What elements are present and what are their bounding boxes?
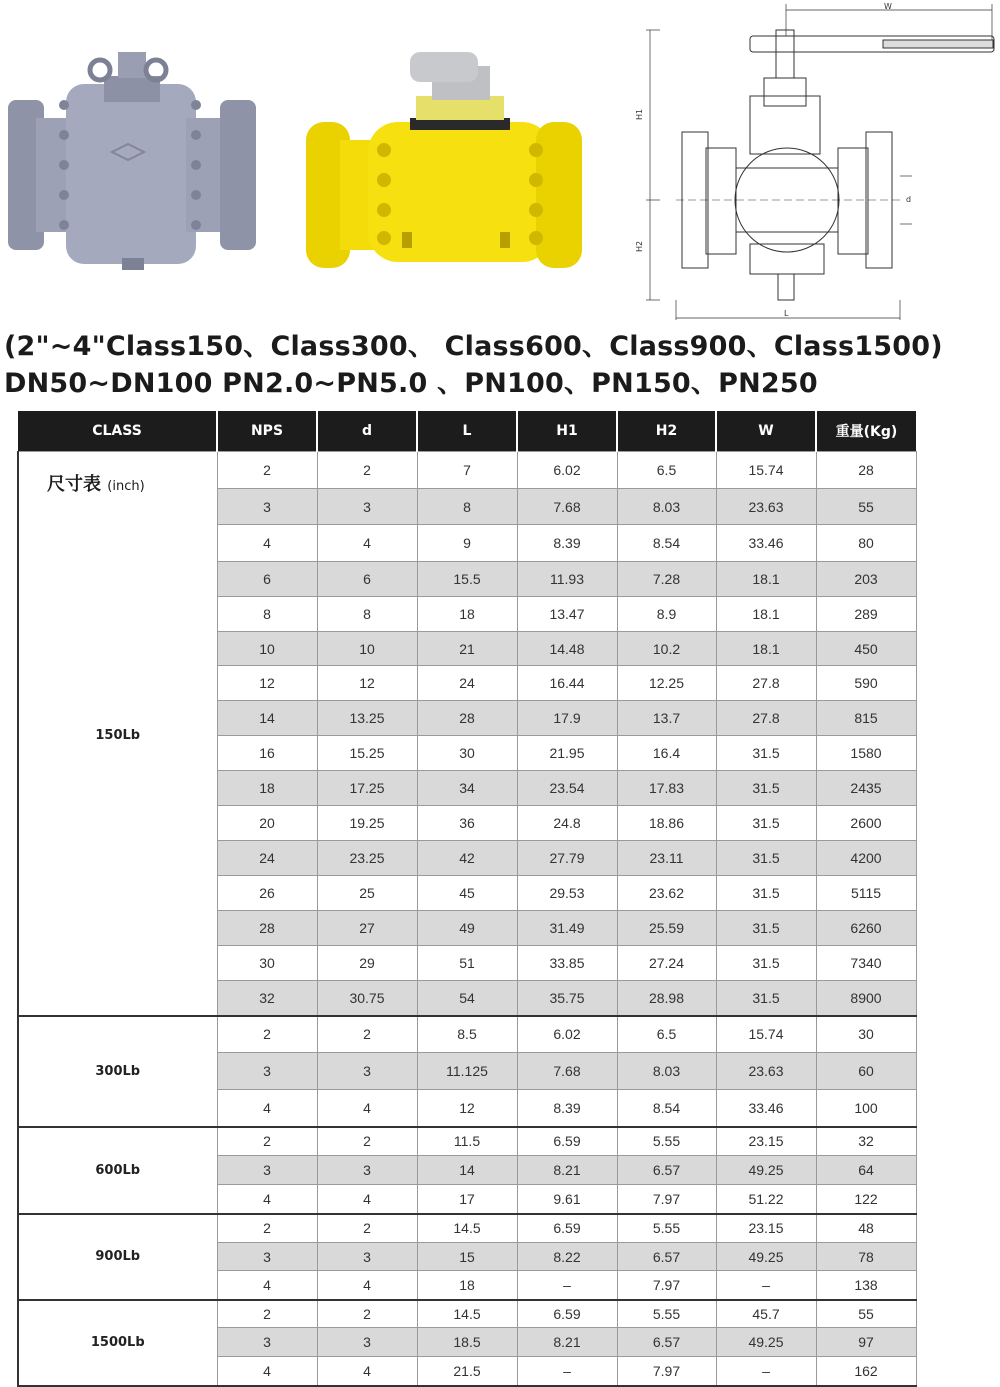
table-cell: 3	[217, 1053, 317, 1090]
header-nps: NPS	[217, 411, 317, 452]
class-label: 900Lb	[95, 1249, 141, 1264]
table-cell: –	[517, 1271, 617, 1300]
table-cell: 33.46	[716, 525, 816, 562]
table-cell: 17	[417, 1185, 517, 1214]
table-cell: 4	[217, 1271, 317, 1300]
table-cell: 4	[217, 1090, 317, 1127]
table-cell: 31.5	[716, 981, 816, 1016]
drawing-label-d: d	[906, 195, 912, 204]
table-cell: 8.21	[517, 1156, 617, 1185]
class-label: 150Lb	[95, 728, 141, 743]
table-cell: 49.25	[716, 1328, 816, 1357]
class-150lb	[18, 452, 217, 1016]
table-cell: 23.15	[716, 1214, 816, 1243]
table-cell: 6.57	[617, 1156, 716, 1185]
table-cell: 7.97	[617, 1357, 716, 1386]
pn-range-heading: DN50~DN100 PN2.0~PN5.0 、PN100、PN150、PN250	[4, 368, 818, 399]
table-cell: 2	[217, 1016, 317, 1053]
table-cell: 42	[417, 841, 517, 876]
table-cell: 2	[217, 1300, 317, 1328]
table-cell: 14	[217, 701, 317, 736]
table-cell: 3	[217, 1243, 317, 1271]
table-cell: 2	[317, 452, 417, 489]
table-cell: 6.02	[517, 1016, 617, 1053]
table-cell: 78	[816, 1243, 916, 1271]
table-cell: –	[716, 1357, 816, 1386]
table-cell: 12	[217, 666, 317, 701]
table-cell: 2	[317, 1016, 417, 1053]
table-cell: 4	[317, 1090, 417, 1127]
table-cell: 27.24	[617, 946, 716, 981]
product-images	[0, 0, 1000, 320]
table-cell: 6	[317, 562, 417, 597]
drawing-label-h1: H1	[635, 108, 644, 120]
table-cell: 10	[317, 632, 417, 666]
table-cell: 7.68	[517, 489, 617, 525]
table-cell: 11.93	[517, 562, 617, 597]
table-cell: 28	[417, 701, 517, 736]
class-300lb	[18, 1016, 217, 1127]
table-cell: 24.8	[517, 806, 617, 841]
table-cell: 20	[217, 806, 317, 841]
table-cell: 31.5	[716, 911, 816, 946]
table-cell: 3	[317, 1243, 417, 1271]
table-cell: 7.97	[617, 1185, 716, 1214]
table-cell: 33.46	[716, 1090, 816, 1127]
table-cell: 21.95	[517, 736, 617, 771]
table-cell: 49.25	[716, 1243, 816, 1271]
table-cell: 3	[317, 1328, 417, 1357]
table-cell: 7340	[816, 946, 916, 981]
table-cell: 5.55	[617, 1214, 716, 1243]
table-cell: 3	[217, 1156, 317, 1185]
table-cell: 21	[417, 632, 517, 666]
table-cell: 4	[317, 1357, 417, 1386]
table-cell: 3	[317, 1053, 417, 1090]
valve-section-drawing	[646, 4, 994, 320]
table-cell: 9.61	[517, 1185, 617, 1214]
table-cell: 31.5	[716, 771, 816, 806]
table-cell: 17.25	[317, 771, 417, 806]
table-cell: 31.5	[716, 946, 816, 981]
table-cell: 2600	[816, 806, 916, 841]
table-cell: 33.85	[517, 946, 617, 981]
table-cell: 15.5	[417, 562, 517, 597]
table-cell: 8.9	[617, 597, 716, 632]
drawing-label-l: L	[784, 309, 789, 318]
table-cell: 32	[816, 1127, 916, 1156]
table-cell: 100	[816, 1090, 916, 1127]
class-900lb	[18, 1214, 217, 1300]
table-cell: 51	[417, 946, 517, 981]
table-cell: 3	[317, 1156, 417, 1185]
table-cell: 7.68	[517, 1053, 617, 1090]
table-row	[18, 1214, 916, 1243]
table-cell: 4	[317, 1185, 417, 1214]
table-cell: 48	[816, 1214, 916, 1243]
table-cell: 8.21	[517, 1328, 617, 1357]
table-cell: 26	[217, 876, 317, 911]
table-cell: 45	[417, 876, 517, 911]
table-cell: 4200	[816, 841, 916, 876]
table-cell: 30	[217, 946, 317, 981]
table-cell: 12	[317, 666, 417, 701]
class-label: 1500Lb	[90, 1335, 145, 1350]
table-cell: 6.59	[517, 1300, 617, 1328]
table-cell: 1580	[816, 736, 916, 771]
table-cell: 35.75	[517, 981, 617, 1016]
table-cell: 4	[317, 525, 417, 562]
table-cell: 289	[816, 597, 916, 632]
table-cell: 32	[217, 981, 317, 1016]
table-cell: 2	[217, 452, 317, 489]
table-cell: 8.54	[617, 1090, 716, 1127]
table-cell: 23.63	[716, 1053, 816, 1090]
table-cell: 8.54	[617, 525, 716, 562]
table-cell: 15.25	[317, 736, 417, 771]
table-cell: 815	[816, 701, 916, 736]
table-cell: 2	[217, 1214, 317, 1243]
table-cell: 2	[317, 1214, 417, 1243]
table-cell: 14.48	[517, 632, 617, 666]
table-cell: 11.5	[417, 1127, 517, 1156]
table-cell: 30	[816, 1016, 916, 1053]
table-cell: 27	[317, 911, 417, 946]
table-cell: 162	[816, 1357, 916, 1386]
caption-main: 尺寸表	[47, 474, 101, 495]
header-d: d	[317, 411, 417, 452]
dimension-table	[17, 411, 917, 1387]
table-cell: 8	[217, 597, 317, 632]
table-cell: 4	[217, 1185, 317, 1214]
table-cell: 6.59	[517, 1127, 617, 1156]
table-cell: 13.25	[317, 701, 417, 736]
table-cell: 31.5	[716, 806, 816, 841]
table-cell: 31.5	[716, 736, 816, 771]
table-cell: 23.62	[617, 876, 716, 911]
table-cell: 36	[417, 806, 517, 841]
table-cell: 7.28	[617, 562, 716, 597]
table-cell: 3	[217, 1328, 317, 1357]
table-cell: 6.5	[617, 1016, 716, 1053]
header-weight: 重量(Kg)	[816, 411, 916, 452]
header-w: W	[716, 411, 816, 452]
table-cell: 12	[417, 1090, 517, 1127]
table-cell: 10	[217, 632, 317, 666]
table-cell: 64	[816, 1156, 916, 1185]
table-cell: 8.03	[617, 1053, 716, 1090]
table-cell: 6260	[816, 911, 916, 946]
table-cell: 55	[816, 489, 916, 525]
table-cell: 6.57	[617, 1243, 716, 1271]
table-row	[18, 452, 916, 489]
table-cell: 21.5	[417, 1357, 517, 1386]
table-cell: 5.55	[617, 1300, 716, 1328]
table-cell: 13.47	[517, 597, 617, 632]
table-cell: 590	[816, 666, 916, 701]
table-cell: 29	[317, 946, 417, 981]
table-cell: 11.125	[417, 1053, 517, 1090]
table-cell: 80	[816, 525, 916, 562]
table-header-row	[18, 411, 916, 452]
table-cell: 8.39	[517, 1090, 617, 1127]
table-cell: 17.83	[617, 771, 716, 806]
table-cell: 18	[217, 771, 317, 806]
drawing-label-h2: H2	[635, 240, 644, 252]
table-cell: 15	[417, 1243, 517, 1271]
table-cell: 13.7	[617, 701, 716, 736]
table-cell: 30.75	[317, 981, 417, 1016]
class-label: 600Lb	[95, 1162, 141, 1178]
table-cell: 28	[217, 911, 317, 946]
grey-ball-valve-image	[8, 52, 256, 270]
table-row	[18, 1127, 916, 1156]
table-cell: 25.59	[617, 911, 716, 946]
header-class: CLASS	[18, 411, 217, 452]
table-cell: 27.8	[716, 666, 816, 701]
table-cell: 12.25	[617, 666, 716, 701]
table-cell: 2	[317, 1300, 417, 1328]
header-h1: H1	[517, 411, 617, 452]
table-cell: 4	[317, 1271, 417, 1300]
table-cell: 51.22	[716, 1185, 816, 1214]
table-cell: 55	[816, 1300, 916, 1328]
table-cell: 18.5	[417, 1328, 517, 1357]
caption-unit: (inch)	[107, 479, 145, 494]
drawing-label-w: W	[884, 2, 892, 11]
table-cell: 203	[816, 562, 916, 597]
table-cell: 60	[816, 1053, 916, 1090]
class-label: 300Lb	[95, 1063, 141, 1079]
table-cell: 8	[317, 597, 417, 632]
table-cell: 6.57	[617, 1328, 716, 1357]
table-cell: 18	[417, 1271, 517, 1300]
table-cell: –	[716, 1271, 816, 1300]
table-cell: 450	[816, 632, 916, 666]
table-cell: 24	[417, 666, 517, 701]
table-row	[18, 1016, 916, 1053]
table-cell: 8	[417, 489, 517, 525]
table-cell: 31.49	[517, 911, 617, 946]
table-cell: 23.15	[716, 1127, 816, 1156]
table-cell: 4	[217, 525, 317, 562]
table-cell: 6.59	[517, 1214, 617, 1243]
table-cell: 19.25	[317, 806, 417, 841]
table-cell: 23.54	[517, 771, 617, 806]
table-cell: 5.55	[617, 1127, 716, 1156]
table-cell: 23.11	[617, 841, 716, 876]
table-cell: 18.1	[716, 632, 816, 666]
table-cell: 9	[417, 525, 517, 562]
table-cell: 15.74	[716, 452, 816, 489]
table-cell: 8.39	[517, 525, 617, 562]
table-cell: 16.4	[617, 736, 716, 771]
table-cell: 34	[417, 771, 517, 806]
table-cell: 16	[217, 736, 317, 771]
table-cell: 24	[217, 841, 317, 876]
table-cell: 31.5	[716, 841, 816, 876]
header-h2: H2	[617, 411, 716, 452]
yellow-ball-valve-image	[306, 52, 582, 268]
table-cell: 23.25	[317, 841, 417, 876]
table-cell: 27.79	[517, 841, 617, 876]
table-cell: 6.02	[517, 452, 617, 489]
table-cell: 14.5	[417, 1300, 517, 1328]
table-cell: 25	[317, 876, 417, 911]
table-cell: 54	[417, 981, 517, 1016]
table-cell: 28	[816, 452, 916, 489]
table-cell: 49.25	[716, 1156, 816, 1185]
table-cell: 45.7	[716, 1300, 816, 1328]
table-row	[18, 1300, 916, 1328]
table-cell: 17.9	[517, 701, 617, 736]
table-cell: 8.22	[517, 1243, 617, 1271]
table-cell: 18	[417, 597, 517, 632]
table-cell: 2435	[816, 771, 916, 806]
table-cell: 16.44	[517, 666, 617, 701]
table-cell: 31.5	[716, 876, 816, 911]
class-600lb	[18, 1127, 217, 1214]
class-range-heading: (2"~4"Class150、Class300、 Class600、Class900、Class1500)	[4, 331, 943, 362]
table-cell: 18.86	[617, 806, 716, 841]
table-cell: 138	[816, 1271, 916, 1300]
table-cell: 28.98	[617, 981, 716, 1016]
table-cell: 8900	[816, 981, 916, 1016]
table-cell: 14.5	[417, 1214, 517, 1243]
header-l: L	[417, 411, 517, 452]
table-cell: –	[517, 1357, 617, 1386]
table-cell: 15.74	[716, 1016, 816, 1053]
table-cell: 2	[317, 1127, 417, 1156]
table-cell: 6	[217, 562, 317, 597]
table-cell: 6.5	[617, 452, 716, 489]
table-cell: 4	[217, 1357, 317, 1386]
table-cell: 27.8	[716, 701, 816, 736]
table-cell: 18.1	[716, 562, 816, 597]
table-cell: 122	[816, 1185, 916, 1214]
table-cell: 2	[217, 1127, 317, 1156]
table-cell: 5115	[816, 876, 916, 911]
table-cell: 10.2	[617, 632, 716, 666]
table-cell: 7.97	[617, 1271, 716, 1300]
table-cell: 3	[217, 489, 317, 525]
table-cell: 8.03	[617, 489, 716, 525]
class-1500lb	[18, 1300, 217, 1386]
table-cell: 8.5	[417, 1016, 517, 1053]
table-cell: 30	[417, 736, 517, 771]
table-cell: 14	[417, 1156, 517, 1185]
table-cell: 29.53	[517, 876, 617, 911]
table-cell: 23.63	[716, 489, 816, 525]
table-cell: 7	[417, 452, 517, 489]
table-cell: 49	[417, 911, 517, 946]
table-cell: 3	[317, 489, 417, 525]
size-table-caption	[47, 470, 145, 496]
table-cell: 18.1	[716, 597, 816, 632]
table-cell: 97	[816, 1328, 916, 1357]
